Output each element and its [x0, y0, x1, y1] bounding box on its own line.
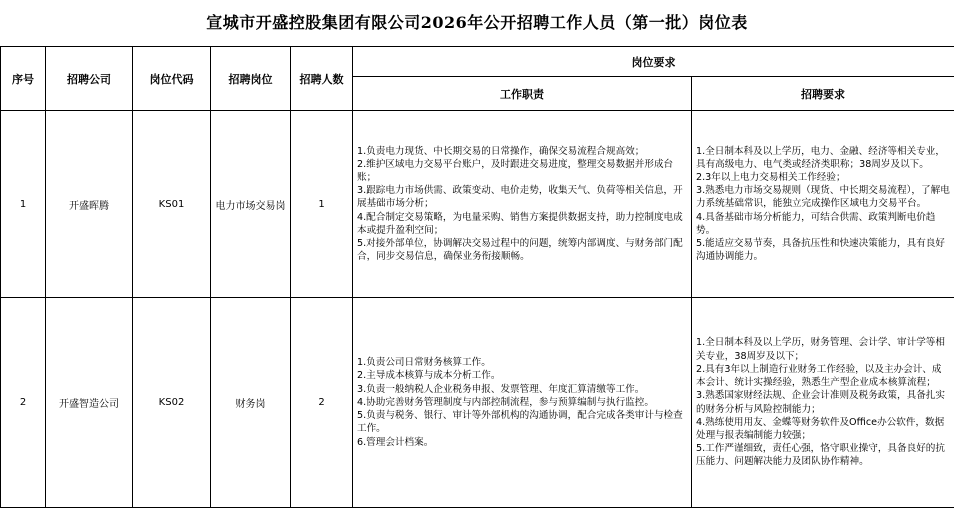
cell-duties [353, 298, 692, 508]
header-company: 招聘公司 [46, 47, 133, 111]
page-title: 宣城市开盛控股集团有限公司2026年公开招聘工作人员（第一批）岗位表 [0, 0, 954, 46]
header-count: 招聘人数 [291, 47, 353, 111]
cell-count: 1 [291, 111, 353, 298]
cell-code: KS02 [133, 298, 211, 508]
header-seq: 序号 [1, 47, 46, 111]
duty-item: 4.配合制定交易策略，为电量采购、销售方案提供数据支持，助力控制度电成本或提升盈利空间； [357, 211, 688, 237]
requirement-item: 1.全日制本科及以上学历，电力、金融、经济等相关专业，具有高级电力、电气类或经济类职称；38周岁及以下。 [696, 145, 951, 171]
cell-seq: 1 [1, 111, 46, 298]
positions-table [0, 46, 954, 508]
duty-item: 3.负责一般纳税人企业税务申报、发票管理、年度汇算清缴等工作。 [357, 383, 688, 396]
header-code: 岗位代码 [133, 47, 211, 111]
cell-seq: 2 [1, 298, 46, 508]
requirement-item: 1.全日制本科及以上学历，财务管理、会计学、审计学等相关专业，38周岁及以下； [696, 336, 951, 362]
cell-requirements [692, 111, 954, 298]
cell-code: KS01 [133, 111, 211, 298]
requirement-item: 3.熟悉电力市场交易规则（现货、中长期交易流程），了解电力系统基础常识，能独立完成操作区域电力交易平台。 [696, 184, 951, 210]
cell-company: 开盛智造公司 [46, 298, 133, 508]
duty-item: 5.对接外部单位，协调解决交易过程中的问题，统筹内部调度、与财务部门配合，同步交易信息，确保业务衔接顺畅。 [357, 237, 688, 263]
requirement-item: 4.具备基础市场分析能力，可结合供需、政策判断电价趋势。 [696, 211, 951, 237]
duty-item: 3.跟踪电力市场供需、政策变动、电价走势，收集天气、负荷等相关信息，开展基础市场分析； [357, 184, 688, 210]
cell-position: 电力市场交易岗 [211, 111, 291, 298]
cell-count: 2 [291, 298, 353, 508]
cell-duties [353, 111, 692, 298]
table-row [1, 111, 954, 298]
table-row [1, 298, 954, 508]
requirement-item: 4.熟练使用用友、金蝶等财务软件及Office办公软件，数据处理与报表编制能力较强； [696, 416, 951, 442]
cell-company: 开盛晖腾 [46, 111, 133, 298]
duty-item: 5.负责与税务、银行、审计等外部机构的沟通协调，配合完成各类审计与检查工作。 [357, 409, 688, 435]
requirement-item: 2.具有3年以上制造行业财务工作经验，以及主办会计、成本会计、统计实操经验，熟悉生产型企业成本核算流程； [696, 363, 951, 389]
requirement-item: 2.3年以上电力交易相关工作经验； [696, 171, 951, 184]
cell-requirements [692, 298, 954, 508]
requirement-item: 3.熟悉国家财经法规、企业会计准则及税务政策，具备扎实的财务分析与风险控制能力； [696, 389, 951, 415]
header-duties: 工作职责 [353, 77, 692, 111]
header-requirements-group: 岗位要求 [353, 47, 954, 77]
header-row-group [1, 47, 954, 77]
duty-item: 4.协助完善财务管理制度与内部控制流程，参与预算编制与执行监控。 [357, 396, 688, 409]
header-position: 招聘岗位 [211, 47, 291, 111]
requirement-item: 5.能适应交易节奏，具备抗压性和快速决策能力，具有良好沟通协调能力。 [696, 237, 951, 263]
duty-item: 6.管理会计档案。 [357, 436, 688, 449]
requirement-item: 5.工作严谨细致，责任心强，恪守职业操守，具备良好的抗压能力、问题解决能力及团队协作精神。 [696, 442, 951, 468]
duty-item: 2.维护区域电力交易平台账户，及时跟进交易进度，整理交易数据并形成台账； [357, 158, 688, 184]
duty-item: 1.负责公司日常财务核算工作。 [357, 356, 688, 369]
cell-position: 财务岗 [211, 298, 291, 508]
duty-item: 1.负责电力现货、中长期交易的日常操作，确保交易流程合规高效； [357, 145, 688, 158]
header-requirements: 招聘要求 [692, 77, 954, 111]
duty-item: 2.主导成本核算与成本分析工作。 [357, 369, 688, 382]
